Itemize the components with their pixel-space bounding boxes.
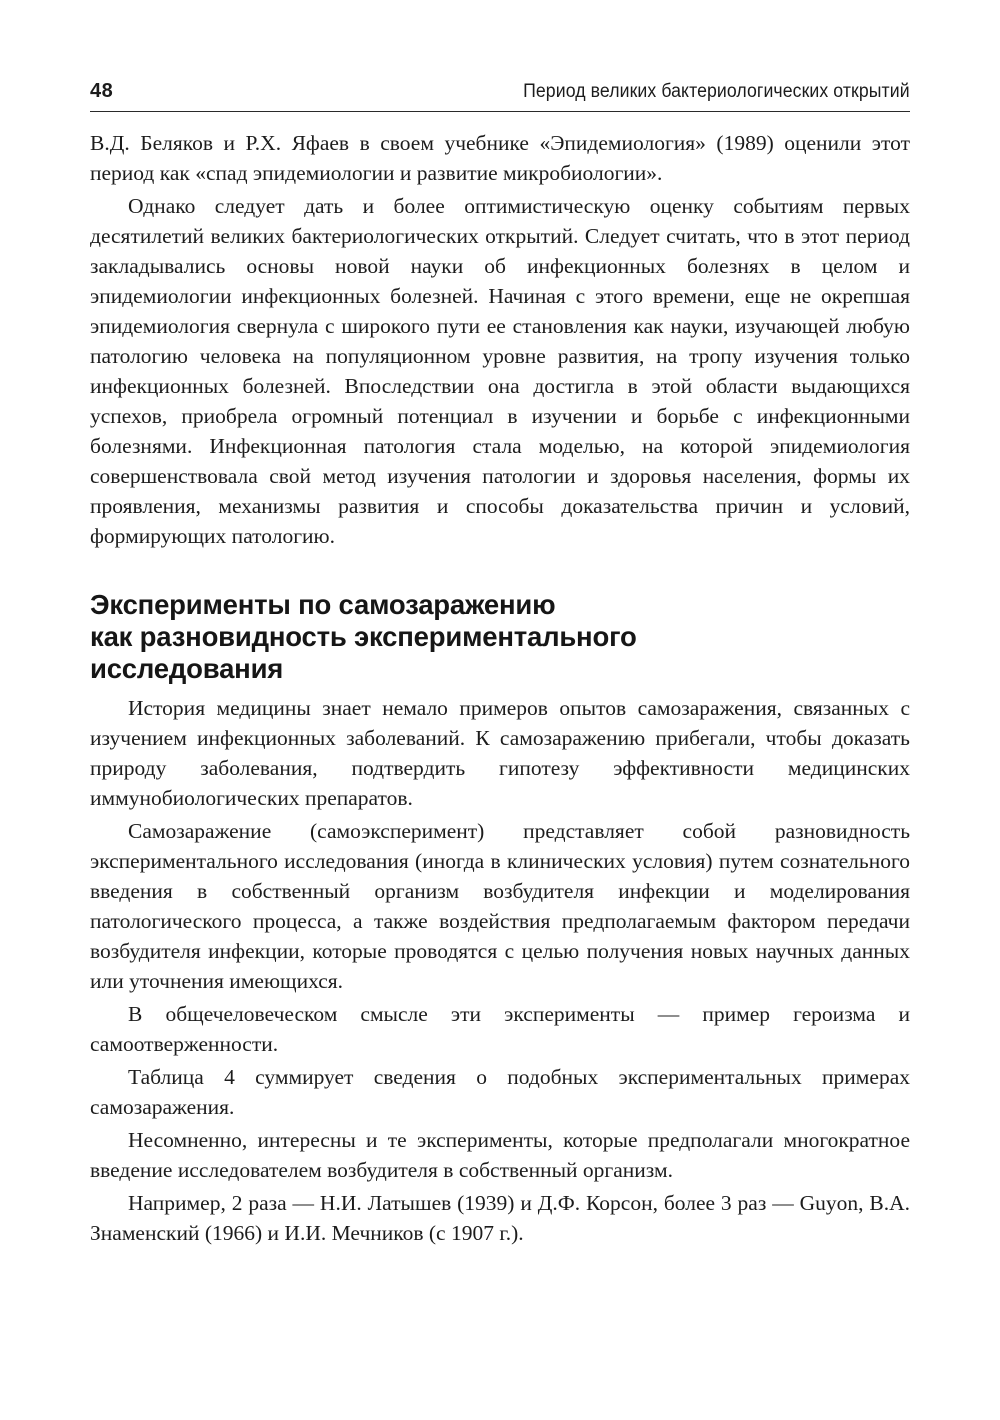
running-title: Период великих бактериологических открытий [523, 81, 910, 102]
intro-text [90, 128, 910, 551]
paragraph: Самозаражение (самоэксперимент) представляет собой разновидность экспериментального исследования (иногда в клинических условия) путем сознательного введения в собственный организм возбудителя инфекции и моделирования патологического процесса, а также воздействия предполагаемым фактором передачи возбудителя инфекции, которые проводятся с целью получения новых научных данных или уточнения имеющихся. [90, 819, 910, 993]
section-heading [90, 589, 910, 685]
paragraph: Таблица 4 суммирует сведения о подобных экспериментальных примерах самозаражения. [90, 1065, 910, 1119]
paragraph: История медицины знает немало примеров опытов самозаражения, связанных с изучением инфекционных заболеваний. К самозаражению прибегали, чтобы доказать природу заболевания, подтвердить гипотезу эффективности медицинских иммунобиологических препаратов. [90, 696, 910, 810]
running-head [90, 80, 910, 112]
section-heading-line: как разновидность экспериментального [90, 621, 637, 652]
section-heading-line: исследования [90, 653, 284, 684]
paragraph: В общечеловеческом смысле эти эксперименты — пример героизма и самоотверженности. [90, 1002, 910, 1056]
section-heading-line: Эксперименты по самозаражению [90, 589, 556, 620]
page-number: 48 [90, 80, 114, 102]
paragraph: Однако следует дать и более оптимистическую оценку событиям первых десятилетий великих бактериологических открытий. Следует считать, что в этот период закладывались основы новой науки об инфекционных болезнях в целом и эпидемиологии инфекционных болезней. Начиная с этого времени, еще не окрепшая эпидемиология свернула с широкого пути ее становления как науки, изучающей любую патологию человека на популяционном уровне развития, на тропу изучения только инфекционных болезней. Впоследствии она достигла в этой области выдающихся успехов, приобрела огромный потенциал в изучении и борьбе с инфекционными болезнями. Инфекционная патология стала моделью, на которой эпидемиология совершенствовала свой метод изучения патологии и здоровья населения, формы их проявления, механизмы развития и способы доказательства причин и условий, формирующих патологию. [90, 194, 910, 548]
paragraph: Например, 2 раза — Н.И. Латышев (1939) и Д.Ф. Корсон, более 3 раз — Guyon, В.А. Знаменский (1966) и И.И. Мечников (с 1907 г.). [90, 1191, 910, 1245]
paragraph: Несомненно, интересны и те эксперименты, которые предполагали многократное введение исследователем возбудителя в собственный организм. [90, 1128, 910, 1182]
book-page [90, 80, 910, 1248]
paragraph: В.Д. Беляков и Р.Х. Яфаев в своем учебнике «Эпидемиология» (1989) оценили этот период как «спад эпидемиологии и развитие микробиологии». [90, 131, 910, 185]
section-text [90, 693, 910, 1248]
